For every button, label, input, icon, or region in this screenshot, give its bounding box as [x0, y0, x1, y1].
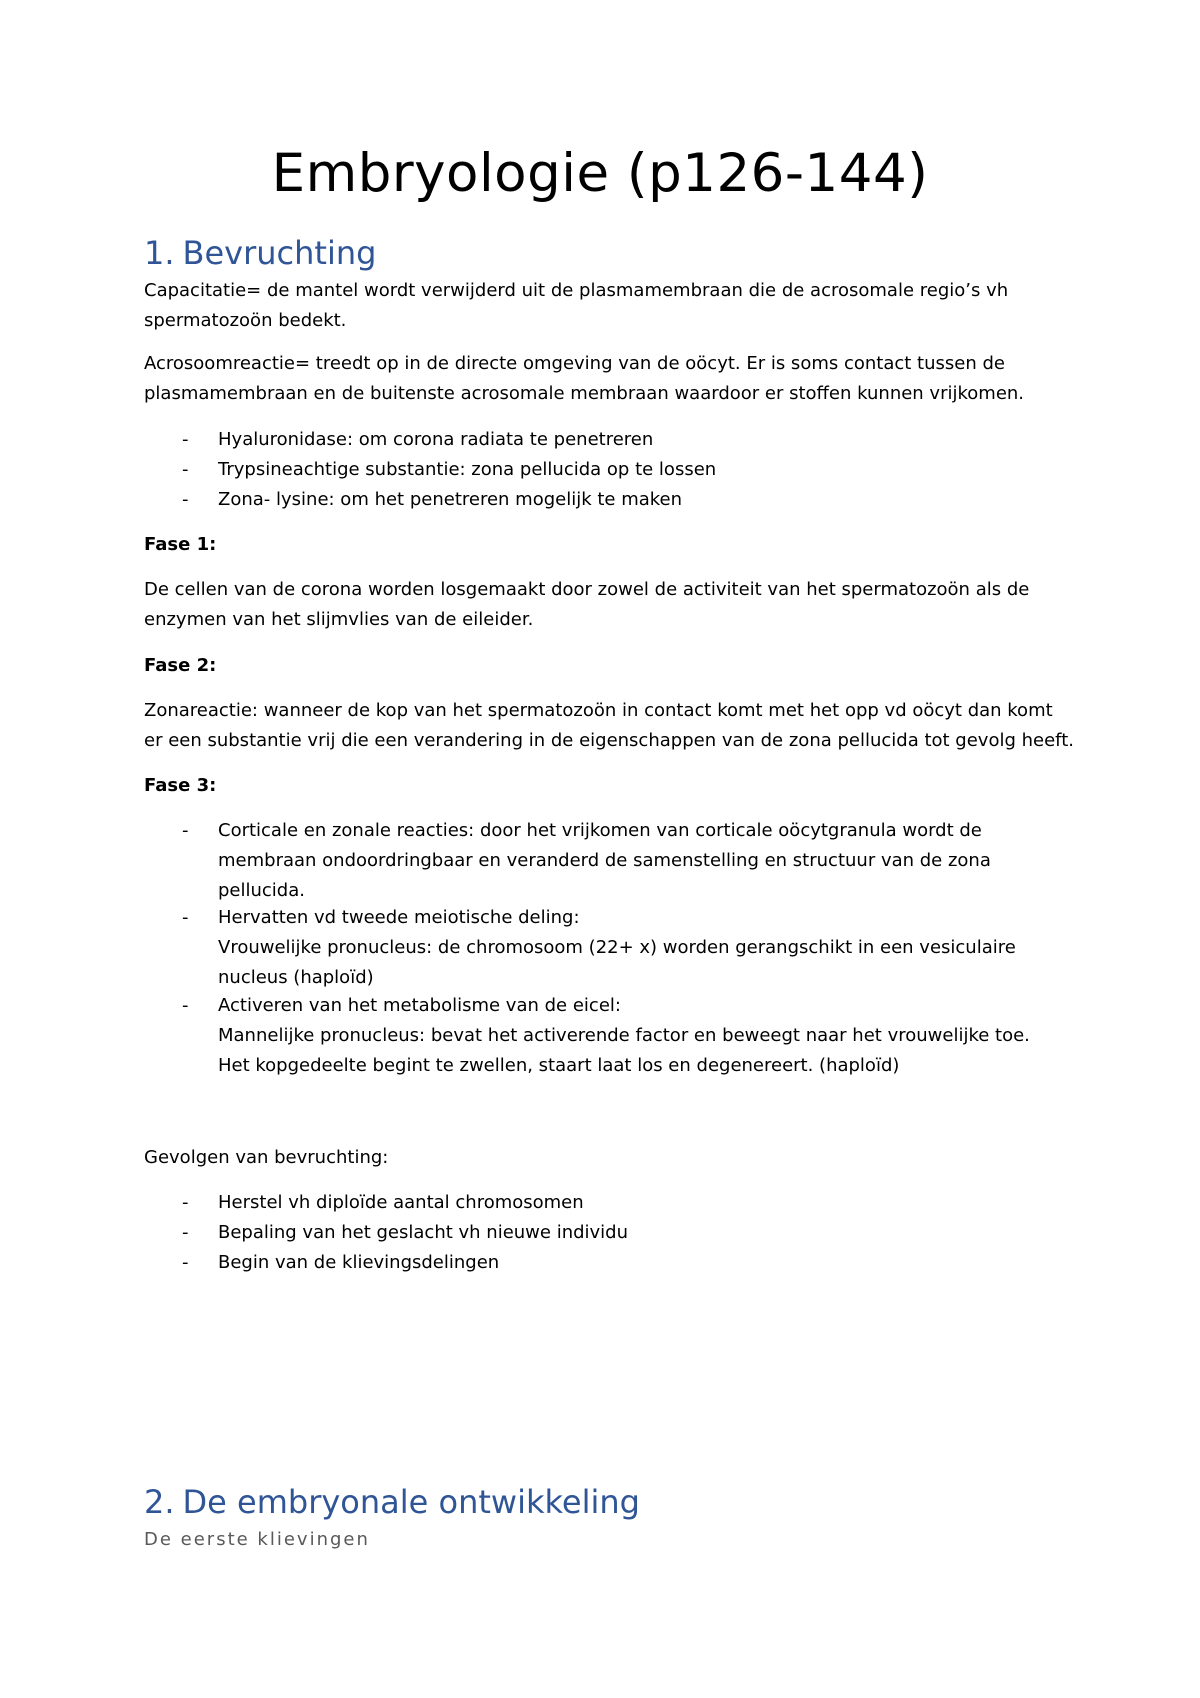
fase-3-label: Fase 3:	[144, 775, 217, 796]
list-item-text: Begin van de klievingsdelingen	[218, 1252, 500, 1273]
text-line: Mannelijke pronucleus: bevat het activerende factor en beweegt naar het vrouwelijke toe.	[218, 1025, 1030, 1046]
list-item-text: Zona- lysine: om het penetreren mogelijk te maken	[218, 489, 683, 510]
text-line: Corticale en zonale reacties: door het vrijkomen van corticale oöcytgranula wordt de	[218, 820, 982, 841]
section-title: De embryonale ontwikkeling	[182, 1483, 640, 1521]
text-line: enzymen van het slijmvlies van de eileider.	[144, 609, 534, 630]
list-item-text: Bepaling van het geslacht vh nieuwe individu	[218, 1222, 629, 1243]
section-heading-embryonale-ontwikkeling	[144, 1482, 640, 1522]
text-line: Vrouwelijke pronucleus: de chromosoom (22+ x) worden gerangschikt in een vesiculaire	[218, 937, 1016, 958]
text-line: Activeren van het metabolisme van de eicel:	[218, 995, 621, 1016]
paragraph-acrosoomreactie	[144, 349, 1064, 409]
document-title: Embryologie (p126-144)	[271, 143, 929, 204]
fase-1-label: Fase 1:	[144, 534, 217, 555]
list-dash: -	[182, 429, 189, 450]
section-heading-bevruchting	[144, 233, 376, 273]
text-line: plasmamembraan en de buitenste acrosomale membraan waardoor er stoffen kunnen vrijkomen.	[144, 383, 1025, 404]
section-title: Bevruchting	[182, 234, 377, 272]
list-item-text	[218, 816, 1068, 906]
list-item-text	[218, 991, 1068, 1081]
list-dash: -	[182, 820, 189, 841]
list-item-text	[218, 903, 1068, 993]
list-item-text: Herstel vh diploïde aantal chromosomen	[218, 1192, 584, 1213]
subtitle-eerste-klievingen: De eerste klievingen	[144, 1529, 370, 1550]
text-line: er een substantie vrij die een verandering in de eigenschappen van de zona pellucida tot gevolg heeft.	[144, 730, 1074, 751]
text-line: Zonareactie: wanneer de kop van het spermatozoön in contact komt met het opp vd oöcyt dan komt	[144, 700, 1053, 721]
text-line: Acrosoomreactie= treedt op in de directe omgeving van de oöcyt. Er is soms contact tussen de	[144, 353, 1005, 374]
list-dash: -	[182, 1192, 189, 1213]
list-dash: -	[182, 459, 189, 480]
list-item-text: Trypsineachtige substantie: zona pellucida op te lossen	[218, 459, 717, 480]
list-dash: -	[182, 907, 189, 928]
text-line: spermatozoön bedekt.	[144, 310, 347, 331]
paragraph-fase-1	[144, 575, 1064, 635]
text-line: Het kopgedeelte begint te zwellen, staart laat los en degenereert. (haploïd)	[218, 1055, 900, 1076]
paragraph-capacitatie	[144, 276, 1064, 336]
list-item-text: Hyaluronidase: om corona radiata te penetreren	[218, 429, 654, 450]
fase-2-label: Fase 2:	[144, 655, 217, 676]
text-line: nucleus (haploïd)	[218, 967, 374, 988]
text-line: membraan ondoordringbaar en veranderd de samenstelling en structuur van de zona	[218, 850, 991, 871]
list-dash: -	[182, 1222, 189, 1243]
paragraph-fase-2	[144, 696, 1074, 756]
text-line: Hervatten vd tweede meiotische deling:	[218, 907, 580, 928]
text-line: De cellen van de corona worden losgemaakt door zowel de activiteit van het spermatozoön als de	[144, 579, 1030, 600]
text-line: pellucida.	[218, 880, 305, 901]
section-number: 1.	[144, 234, 175, 272]
text-line: Capacitatie= de mantel wordt verwijderd uit de plasmamembraan die de acrosomale regio’s vh	[144, 280, 1009, 301]
gevolgen-label: Gevolgen van bevruchting:	[144, 1147, 389, 1168]
list-dash: -	[182, 995, 189, 1016]
list-dash: -	[182, 489, 189, 510]
list-dash: -	[182, 1252, 189, 1273]
section-number: 2.	[144, 1483, 175, 1521]
